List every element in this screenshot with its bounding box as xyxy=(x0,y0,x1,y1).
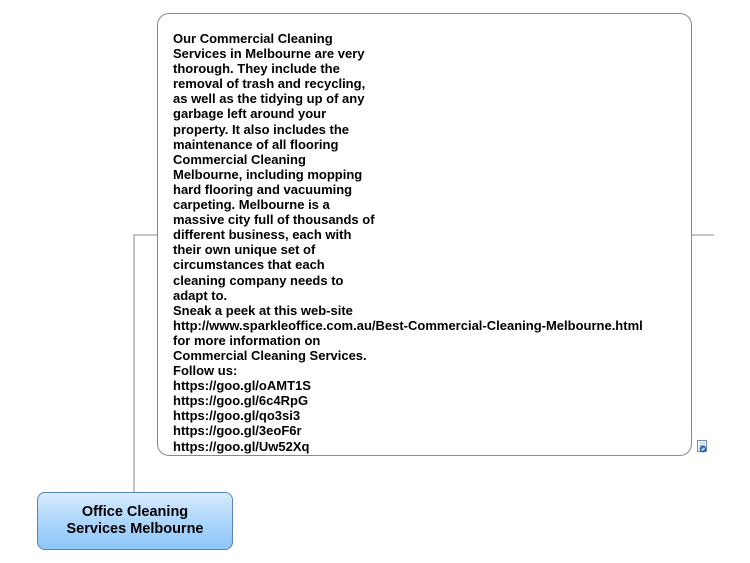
topic-label: Office Cleaning Services Melbourne xyxy=(66,504,204,537)
topic-node[interactable] xyxy=(37,492,233,550)
topic-to-note-connector xyxy=(134,235,157,492)
note-text: Our Commercial Cleaning Services in Melbourne are very thorough. They include the removal of trash and recycling, as well as the tidying up of any garbage left around your property. It also includes the maintenance of all flooring Commercial Cleaning Melbourne, including mopping hard flooring and vacuuming carpeting. Melbourne is a massive city full of thousands of different business, each with their own unique set of circumstances that each cleaning company needs to adapt to. Sneak a peek at this web-site http://www.sparkleoffice.com.au/Best-Commercial-Cleaning-Melbourne.html for more information on Commercial Cleaning Services. Follow us: https://goo.gl/oAMT1S https://goo.gl/6c4RpG https://goo.gl/qo3si3 https://goo.gl/3eoF6r https://goo.gl/Uw52Xq xyxy=(173,31,643,454)
note-box[interactable] xyxy=(157,13,692,456)
note-page-icon[interactable] xyxy=(697,440,709,453)
